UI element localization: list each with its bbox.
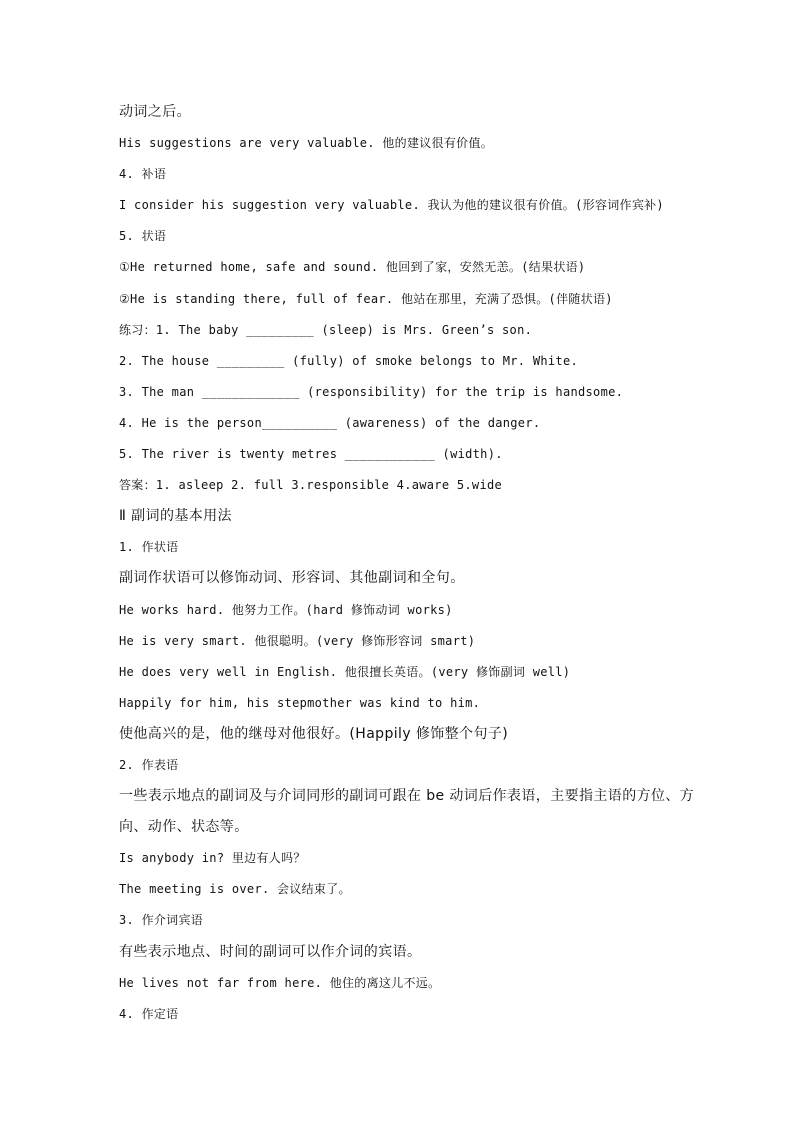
example-sentence: Happily for him, his stepmother was kind to him. — [119, 695, 481, 710]
example-sentence: The meeting is over. 会议结束了。 — [119, 882, 351, 897]
example-sentence: ②He is standing there, full of fear. 他站在那里，充满了恐惧。(伴随状语) — [119, 291, 613, 306]
example-sentence: He lives not far from here. 他住的离这儿不远。 — [119, 975, 441, 990]
example-sentence: He does very well in English. 他很擅长英语。(very 修饰副词 well) — [119, 664, 571, 679]
example-sentence: He is very smart. 他很聪明。(very 修饰形容词 smart) — [119, 633, 476, 648]
example-sentence: He works hard. 他努力工作。(hard 修饰动词 works) — [119, 602, 453, 617]
exercise-line: 3. The man _____________ (responsibility) for the trip is handsome. — [119, 384, 624, 399]
document-page — [119, 97, 695, 1030]
subsection-heading: 3. 作介词宾语 — [119, 913, 204, 928]
exercise-line: 练习：1. The baby _________ (sleep) is Mrs. Green’s son. — [119, 322, 533, 337]
text-line: 一些表示地点的副词及与介词同形的副词可跟在 be 动词后作表语，主要指主语的方位、方 — [119, 788, 695, 805]
text-line: 向、动作、状态等。 — [119, 819, 249, 836]
text-line: 使他高兴的是，他的继母对他很好。(Happily 修饰整个句子) — [119, 725, 509, 742]
example-sentence: I consider his suggestion very valuable. 我认为他的建议很有价值。(形容词作宾补) — [119, 198, 664, 213]
text-line: 副词作状语可以修饰动词、形容词、其他副词和全句。 — [119, 570, 465, 587]
exercise-line: 5. The river is twenty metres ____________ (width). — [119, 447, 503, 462]
example-sentence: Is anybody in? 里边有人吗？ — [119, 851, 306, 866]
example-sentence: His suggestions are very valuable. 他的建议很有价值。 — [119, 136, 494, 151]
section-heading: 4. 补语 — [119, 167, 167, 182]
subsection-heading: 4. 作定语 — [119, 1006, 179, 1021]
subsection-heading: 2. 作表语 — [119, 757, 179, 772]
exercise-line: 2. The house _________ (fully) of smoke belongs to Mr. White. — [119, 353, 579, 368]
text-line: 动词之后。 — [119, 104, 191, 120]
answer-line: 答案：1. asleep 2. full 3.responsible 4.aware 5.wide — [119, 478, 503, 493]
text-line: 有些表示地点、时间的副词可以作介词的宾语。 — [119, 943, 422, 960]
section-heading: 5. 状语 — [119, 229, 167, 244]
exercise-line: 4. He is the person__________ (awareness) of the danger. — [119, 415, 541, 430]
section-heading: Ⅱ 副词的基本用法 — [119, 508, 232, 525]
example-sentence: ①He returned home, safe and sound. 他回到了家，安然无恙。(结果状语) — [119, 260, 586, 275]
subsection-heading: 1. 作状语 — [119, 540, 179, 555]
